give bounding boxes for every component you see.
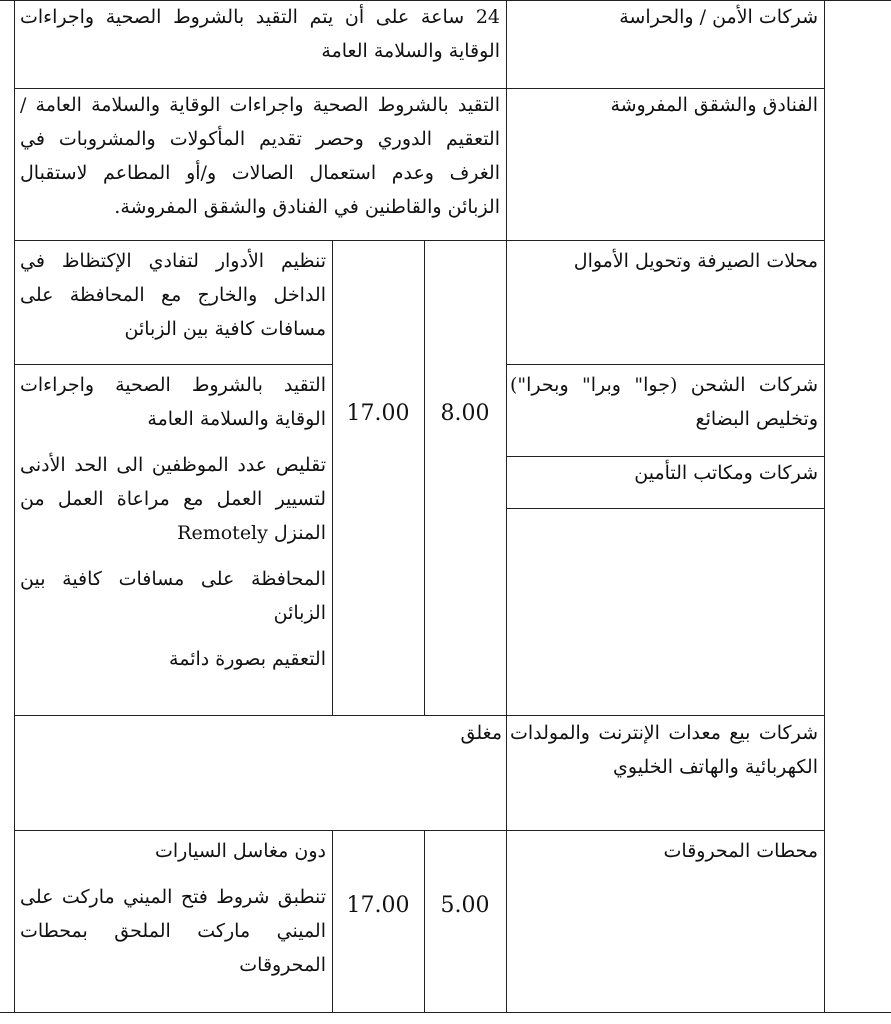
closed-status: مغلق — [460, 722, 502, 744]
sector-name: شركات بيع معدات الإنترنت والمولدات الكهربائية والهاتف الخليوي — [510, 722, 818, 778]
sector-name: محلات الصيرفة وتحويل الأموال — [573, 250, 818, 272]
measures-cell — [20, 244, 326, 346]
measures-cell — [20, 88, 500, 224]
column-divider — [424, 830, 425, 1012]
sector-cell — [510, 244, 818, 278]
column-divider — [14, 0, 15, 1012]
row-divider — [14, 364, 332, 365]
sector-name: محطات المحروقات — [663, 840, 818, 862]
row-divider — [506, 508, 824, 509]
row-divider — [14, 830, 824, 831]
measures-cell — [20, 0, 500, 68]
sector-cell — [510, 716, 818, 784]
sector-name: الفنادق والشقق المفروشة — [610, 94, 818, 116]
measure-text: التقيد بالشروط الصحية واجراءات الوقاية والسلامة العامة — [20, 374, 326, 430]
measures-cell — [20, 834, 326, 982]
status-cell — [400, 716, 502, 750]
row-divider — [14, 240, 824, 241]
row-divider — [0, 1012, 891, 1013]
column-divider — [824, 0, 825, 1012]
measure-text: دون مغاسل السيارات — [155, 840, 326, 862]
measure-text: المحافظة على مسافات كافية بين الزبائن — [20, 568, 326, 624]
measure-text: تقليص عدد الموظفين الى الحد الأدنى لتسيير العمل مع مراعاة العمل من المنزل Remotely — [20, 454, 326, 544]
sector-cell — [510, 456, 818, 490]
sector-cell — [510, 88, 818, 122]
sector-cell — [510, 368, 818, 436]
measure-text: تنطبق شروط فتح الميني ماركت على الميني ماركت الملحق بمحطات المحروقات — [20, 886, 326, 976]
column-divider — [332, 240, 333, 715]
column-divider — [506, 0, 507, 1012]
sector-cell — [510, 0, 818, 34]
measure-text: تنظيم الأدوار لتفادي الإكتظاظ في الداخل والخارج مع المحافظة على مسافات كافية بين الزبائن — [20, 250, 326, 340]
sector-name: شركات ومكاتب التأمين — [634, 462, 818, 484]
measure-text: 24 ساعة على أن يتم التقيد بالشروط الصحية واجراءات الوقاية والسلامة العامة — [20, 6, 500, 62]
column-divider — [332, 830, 333, 1012]
measure-text: التقيد بالشروط الصحية واجراءات الوقاية والسلامة العامة / التعقيم الدوري وحصر تقديم المأكولات والمشروبات في الغرف وعدم استعمال الصالات و/أو المطاعم لاستقبال الزبائن والقاطنين في الفنادق والشقق المفروشة. — [20, 94, 500, 218]
close-time: 17.00 — [346, 401, 410, 426]
open-time: 5.00 — [440, 893, 490, 918]
column-divider — [424, 240, 425, 715]
open-time: 8.00 — [440, 401, 490, 426]
sector-name: شركات الأمن / والحراسة — [619, 6, 818, 28]
row-divider — [506, 364, 824, 365]
sector-cell — [510, 834, 818, 868]
sector-name: شركات الشحن (جوا" وبرا" وبحرا") وتخليص البضائع — [510, 374, 818, 430]
close-time: 17.00 — [346, 893, 410, 918]
measures-cell — [20, 368, 326, 676]
measure-text: التعقيم بصورة دائمة — [169, 648, 326, 670]
